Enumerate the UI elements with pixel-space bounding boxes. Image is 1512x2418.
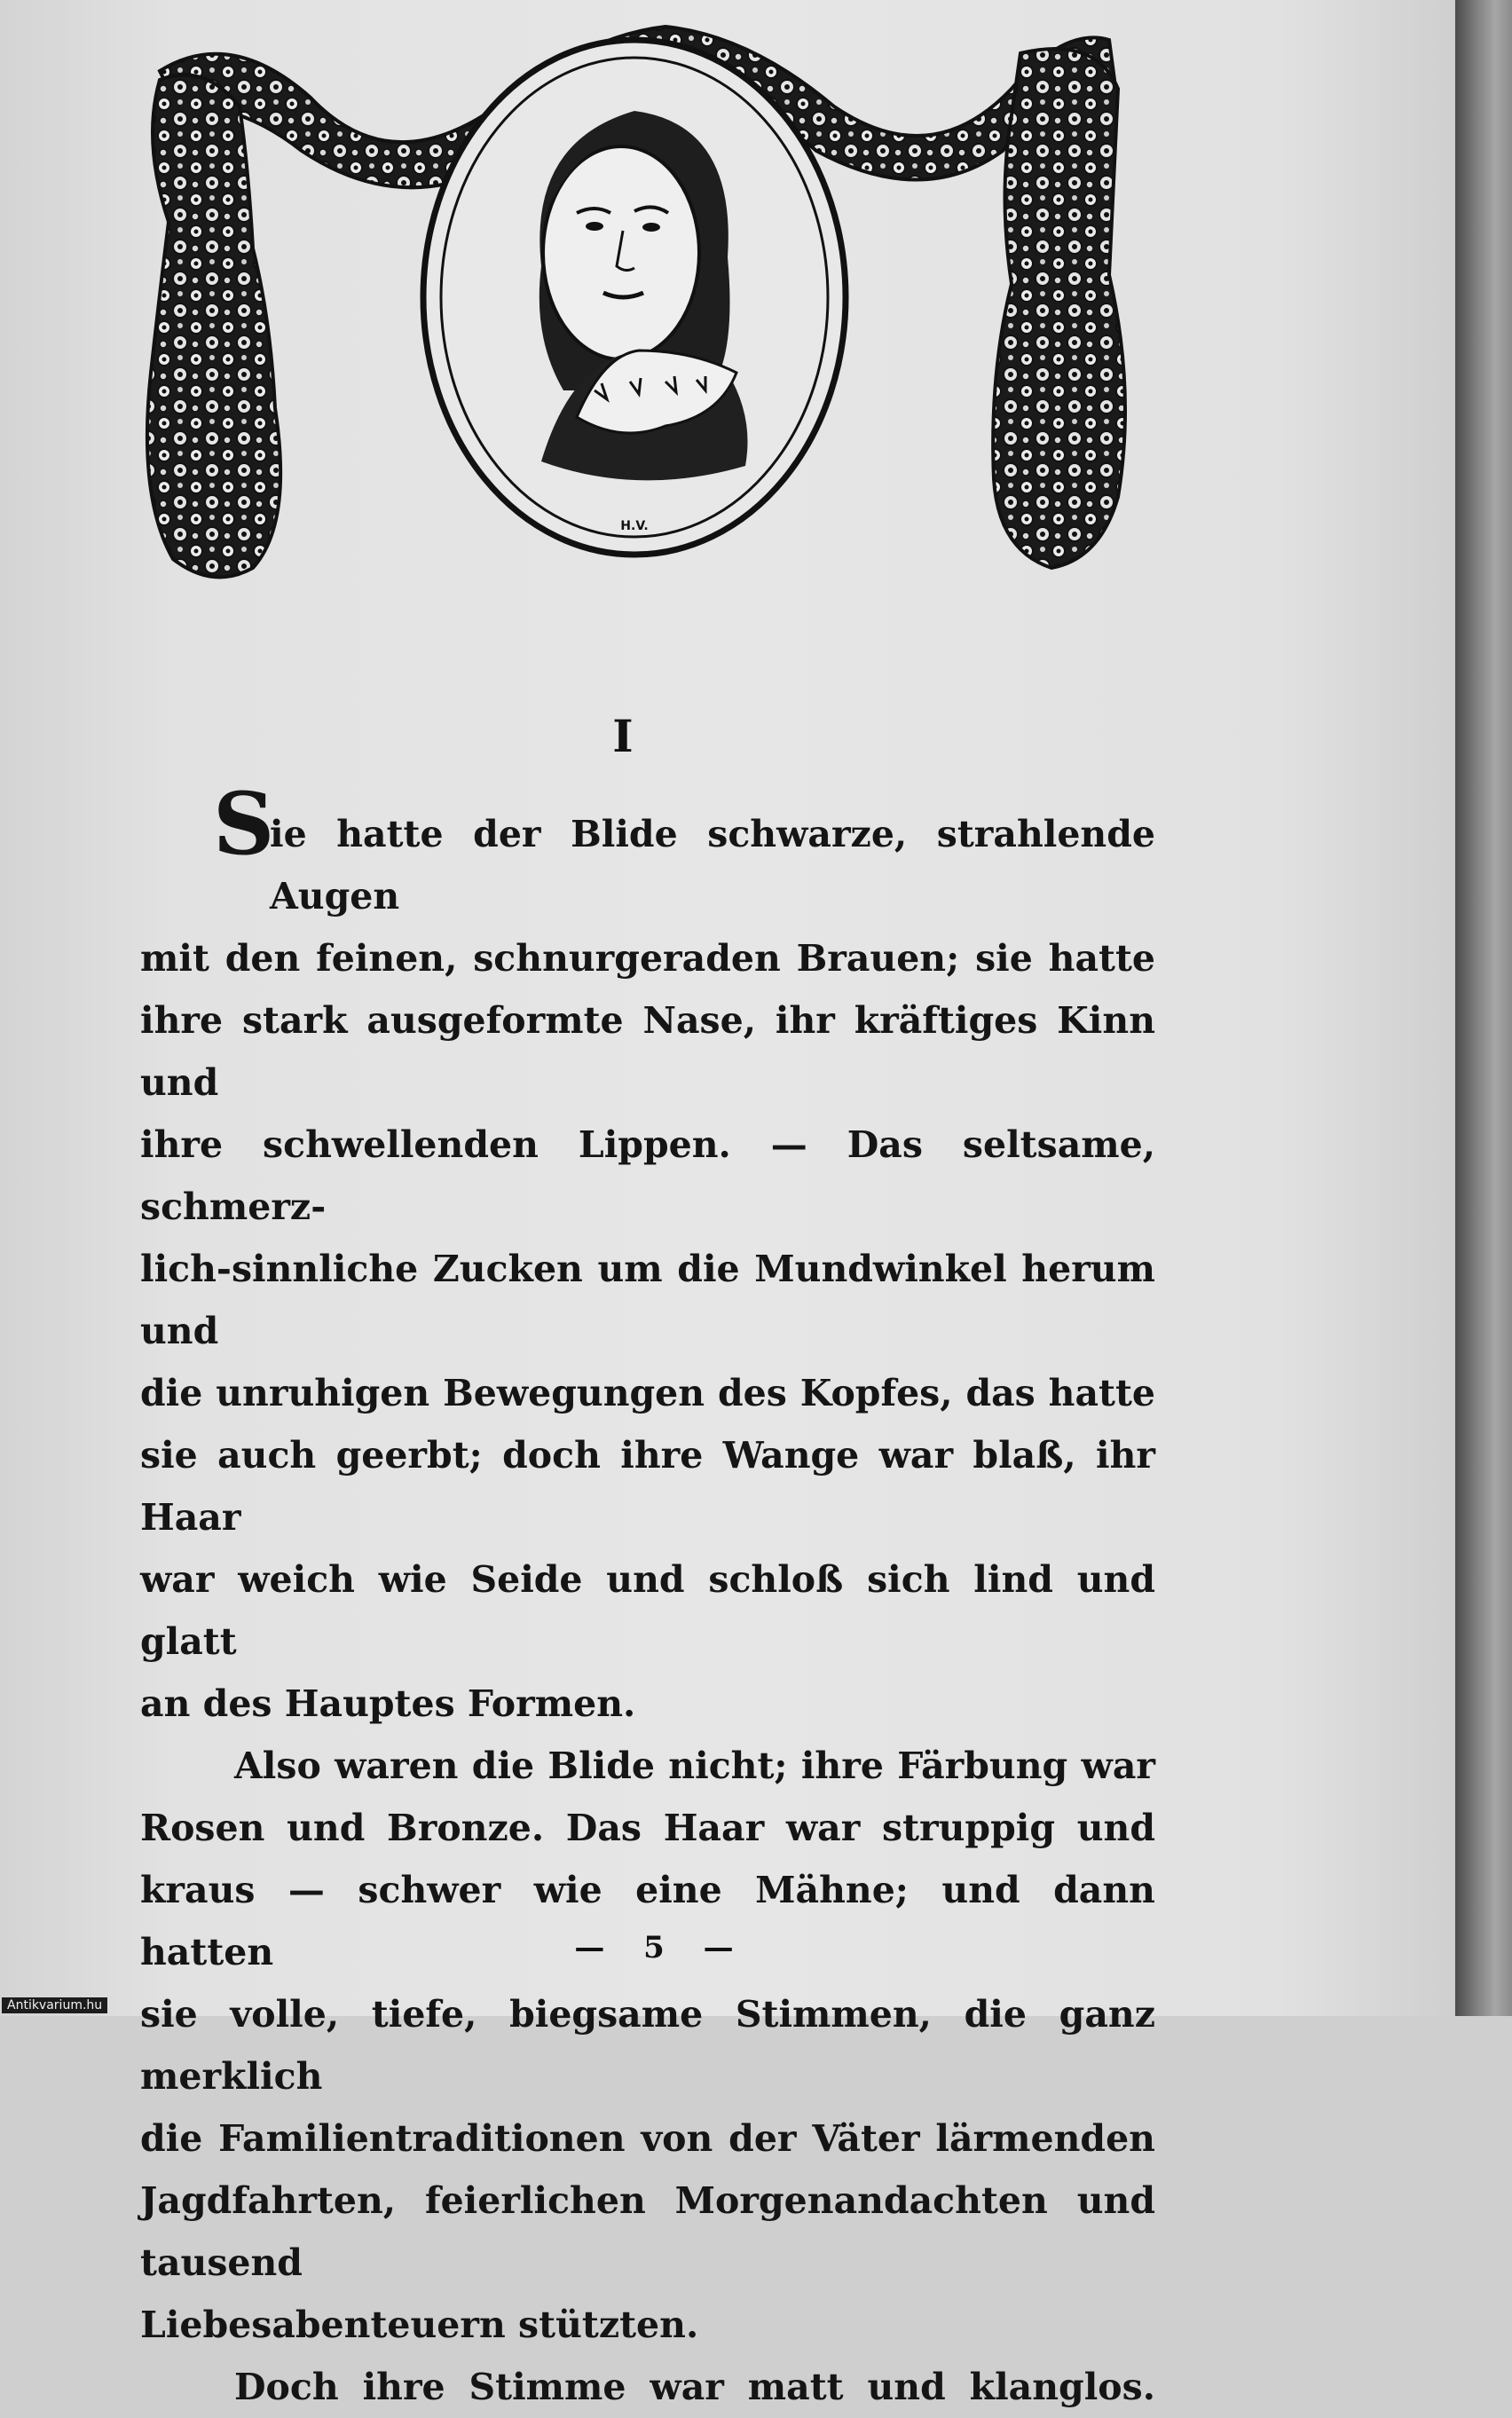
text-line: ihre schwellenden Lippen. — Das seltsame, schmerz- bbox=[140, 1123, 1155, 1228]
text-line: die unruhigen Bewegungen des Kopfes, das hatte bbox=[140, 1372, 1155, 1414]
text-line: mit den feinen, schnurgeraden Brauen; sie hatte bbox=[140, 937, 1155, 980]
page-number: — 5 — bbox=[574, 1930, 748, 1965]
text-line: an des Hauptes Formen. bbox=[140, 1682, 636, 1725]
paragraph-1-line-1: S ie hatte der Blide schwarze, strahlende Augen bbox=[213, 774, 1155, 918]
body-text bbox=[140, 774, 1155, 2418]
text-line: Jagdfahrten, feierlichen Morgenandachten und tausend bbox=[140, 2179, 1155, 2284]
text-line: Liebesabenteuern stützten. bbox=[140, 2304, 699, 2346]
text-line: kraus — schwer wie eine Mähne; und dann hatten bbox=[140, 1869, 1155, 1973]
text-line: Also waren die Blide nicht; ihre Färbung war bbox=[234, 1745, 1155, 1787]
text-line: die Familientraditionen von der Väter lärmenden bbox=[140, 2117, 1155, 2160]
text-line: war weich wie Seide und schloß sich lind und glatt bbox=[140, 1558, 1155, 1663]
text-line: ihre stark ausgeformte Nase, ihr kräftiges Kinn und bbox=[140, 999, 1155, 1104]
text-line: sie volle, tiefe, biegsame Stimmen, die ganz merklich bbox=[140, 1993, 1155, 2098]
chapter-number: I bbox=[612, 710, 634, 762]
text-line: lich-sinnliche Zucken um die Mundwinkel herum und bbox=[140, 1248, 1155, 1352]
watermark: Antikvarium.hu bbox=[2, 1997, 107, 2013]
text-line: Rosen und Bronze. Das Haar war struppig und bbox=[140, 1807, 1155, 1849]
drop-cap: S bbox=[213, 774, 275, 874]
portrait-illustration bbox=[124, 0, 1145, 603]
book-spine-edge bbox=[1455, 0, 1512, 2016]
text-line: sie auch geerbt; doch ihre Wange war blaß, ihr Haar bbox=[140, 1434, 1155, 1539]
text-line: Doch ihre Stimme war matt und klanglos. bbox=[234, 2366, 1155, 2408]
artist-initials: H.V. bbox=[620, 519, 649, 533]
